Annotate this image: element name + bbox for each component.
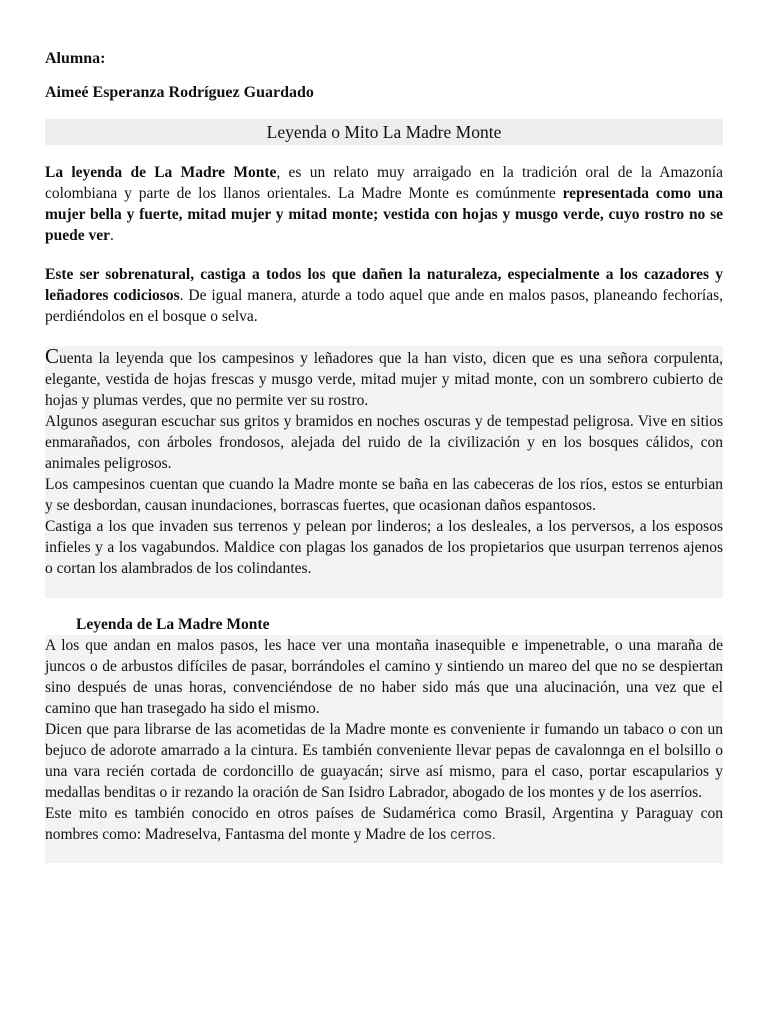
- document-title: Leyenda o Mito La Madre Monte: [45, 119, 723, 145]
- section2-text-3-end: cerros.: [450, 826, 496, 843]
- section2-paragraph-3: [45, 803, 723, 845]
- legend-text-1: uenta la leyenda que los campesinos y leñadores que la han visto, dicen que es una señora corpulenta, elegante, vestida de hojas frescas y musgo verde, mitad mujer y mitad monte, con un sombrero cubierto de hojas y plumas verdes, que no permite ver su rostro.: [45, 350, 723, 409]
- student-name: Aimeé Esperanza Rodríguez Guardado: [45, 84, 314, 101]
- description-text: . De igual manera, aturde a todo aquel que ande en malos pasos, planeando fechorías, perdiéndolos en el bosque o selva.: [45, 287, 723, 325]
- intro-bold-2: representada como una mujer bella y fuerte, mitad mujer y mitad monte; vestida con hojas y musgo verde, cuyo rostro no se puede ver: [45, 185, 723, 244]
- legend-paragraph-1: [45, 346, 723, 411]
- intro-paragraph: [45, 162, 723, 246]
- student-label: Alumna:: [45, 50, 106, 67]
- intro-bold-1: La leyenda de La Madre Monte: [45, 164, 277, 181]
- description-bold: Este ser sobrenatural, castiga a todos los que dañen la naturaleza, especialmente a los cazadores y leñadores codiciosos: [45, 266, 723, 304]
- description-paragraph: [45, 264, 723, 327]
- section2-paragraph-1: A los que andan en malos pasos, les hace ver una montaña inasequible e impenetrable, o una maraña de juncos o de arbustos difíciles de pasar, borrándoles el camino y sintiendo un mareo del que no se despiertan sino después de unas horas, convenciéndose de no haber sido más que una alucinación, una vez que el camino que han trasegado ha sido el mismo.: [45, 637, 723, 717]
- intro-text-2: .: [110, 227, 114, 244]
- section2-text-3: Este mito es también conocido en otros países de Sudamérica como Brasil, Argentina y Paraguay con nombres como: Madreselva, Fantasma del monte y Madre de los: [45, 805, 723, 843]
- section2-paragraph-2: Dicen que para librarse de las acometidas de la Madre monte es conveniente ir fumando un tabaco o con un bejuco de adorote amarrado a la cintura. Es también conveniente llevar pepas de cavalonnga en el bolsillo o una vara recién cortada de cordoncillo de guayacán; sirve así mismo, para el caso, portar escapularios y medallas benditas o ir rezando la oración de San Isidro Labrador, abogado de los montes y de los aserríos.: [45, 721, 723, 801]
- section-heading: Leyenda de La Madre Monte: [76, 616, 270, 633]
- drop-cap: C: [45, 344, 60, 368]
- intro-text-1: , es un relato muy arraigado en la tradición oral de la Amazonía colombiana y parte de los llanos orientales. La Madre Monte es comúnmente: [45, 164, 723, 202]
- legend-paragraph-4: Castiga a los que invaden sus terrenos y pelean por linderos; a los desleales, a los perversos, a los esposos infieles y a los vagabundos. Maldice con plagas los ganados de los propietarios que usurpan terrenos ajenos o cortan los alambrados de los colindantes.: [45, 518, 723, 577]
- legend-paragraph-2: Algunos aseguran escuchar sus gritos y bramidos en noches oscuras y de tempestad peligrosa. Vive en sitios enmarañados, con árboles frondosos, alejada del ruido de la civilización y en los bosques cálidos, con animales peligrosos.: [45, 413, 723, 472]
- legend-section: [45, 346, 723, 598]
- legend-section-2: [45, 635, 723, 863]
- legend-paragraph-3: Los campesinos cuentan que cuando la Madre monte se baña en las cabeceras de los ríos, estos se enturbian y se desbordan, causan inundaciones, borrascas fuertes, que ocasionan daños espantosos.: [45, 476, 723, 514]
